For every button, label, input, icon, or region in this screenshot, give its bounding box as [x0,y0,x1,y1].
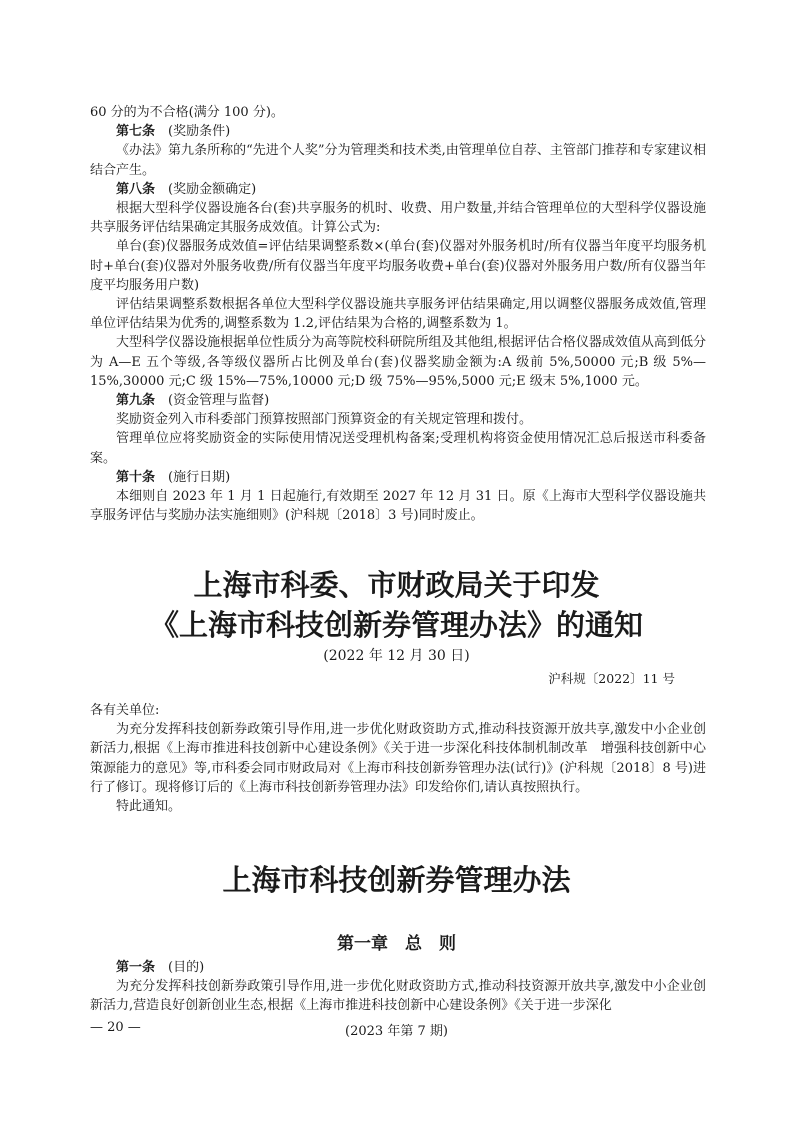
notice-title-line2: 《上海市科技创新券管理办法》的通知 [149,608,643,642]
salutation: 各有关单位: [90,703,160,718]
paragraph: 单台(套)仪器服务成效值=评估结果调整系数×(单台(套)仪器对外服务机时/所有仪器当年度平均服务机时+单台(套)仪器对外服务收费/所有仪器当年度平均服务收费+单台(套)仪器对外服务用户数/所有仪器当年度平均服务用户数) [90,239,706,293]
article-number: 第七条 [116,124,156,140]
notice-title-line1: 上海市科委、市财政局关于印发 [193,568,600,602]
measures-title: 上海市科技创新券管理办法 [222,863,571,897]
section-award-rules [90,103,706,525]
article-number: 第十条 [116,469,156,485]
chapter-heading: 第一章 总 则 [337,934,456,954]
article-paragraph: 为充分发挥科技创新券政策引导作用,进一步优化财政资助方式,推动科技资源开放共享,激发中小企业创新活力,营造良好创新创业生态,根据《上海市推进科技创新中心建设条例》《关于进一步深化 [90,979,706,1014]
paragraph: 奖励资金列入市科委部门预算按照部门预算资金的有关规定管理和拨付。 [116,412,533,428]
paragraph: 评估结果调整系数根据各单位大型科学仪器设施共享服务评估结果确定,用以调整仪器服务成效值,管理单位评估结果为优秀的,调整系数为 1.2,评估结果为合格的,调整系数为 1。 [90,297,706,332]
notice-closing: 特此通知。 [116,799,182,815]
paragraph: 管理单位应将奖励资金的实际使用情况送受理机构备案;受理机构将资金使用情况汇总后报送市科委备案。 [90,431,706,466]
notice-date: (2022 年 12 月 30 日) [323,648,470,664]
article-title: (目的) [168,960,205,975]
article-number: 第八条 [116,181,156,197]
article-heading [90,391,706,410]
article-heading [90,468,706,487]
page-number: — 20 — [90,1020,141,1035]
notice-doc-number: 沪科规〔2022〕11 号 [548,671,675,686]
continued-paragraph: 60 分的为不合格(满分 100 分)。 [90,105,284,120]
notice-paragraph: 为充分发挥科技创新券政策引导作用,进一步优化财政资助方式,推动科技资源开放共享,激发中小企业创新活力,根据《上海市推进科技创新中心建设条例》《关于进一步深化科技体制机制改革 增强科技创新中心策源能力的意见》等,市科委会同市财政局对《上海市科技创新券管理办法(试行)》(沪科规〔2018〕8 号)进行了修订。现将修订后的《上海市科技创新券管理办法》印发给你们,请认真按照执行。 [90,722,706,795]
article-title: (施行日期) [168,469,231,485]
article-heading [90,180,706,199]
paragraph: 《办法》第九条所称的“先进个人奖”分为管理类和技术类,由管理单位自荐、主管部门推荐和专家建议相结合产生。 [90,143,706,178]
paragraph: 大型科学仪器设施根据单位性质分为高等院校科研院所组及其他组,根据评估合格仪器成效值从高到低分为 A—E 五个等级,各等级仪器所占比例及单台(套)仪器奖励金额为:A 级前 5%,50000 元;B 级 5%—15%,30000 元;C 级 15%—75%,10000 元;D 级 75%—95%,5000 元;E 级末 5%,1000 元。 [90,335,706,389]
paragraph: 本细则自 2023 年 1 月 1 日起施行,有效期至 2027 年 12 月 31 日。原《上海市大型科学仪器设施共享服务评估与奖励办法实施细则》(沪科规〔2018〕3 号)同时废止。 [90,489,706,524]
article-title: (奖励金额确定) [168,181,257,197]
measures-article-1 [90,958,706,1016]
article-title: (奖励条件) [168,124,231,140]
paragraph: 根据大型科学仪器设施各台(套)共享服务的机时、收费、用户数量,并结合管理单位的大型科学仪器设施共享服务评估结果确定其服务成效值。计算公式为: [90,201,706,236]
notice-body [90,701,706,816]
article-number: 第九条 [116,393,156,409]
issue-label: (2023 年第 7 期) [345,1024,448,1039]
article-heading [90,122,706,141]
article-title: (资金管理与监督) [168,393,270,409]
article-number: 第一条 [116,960,156,975]
